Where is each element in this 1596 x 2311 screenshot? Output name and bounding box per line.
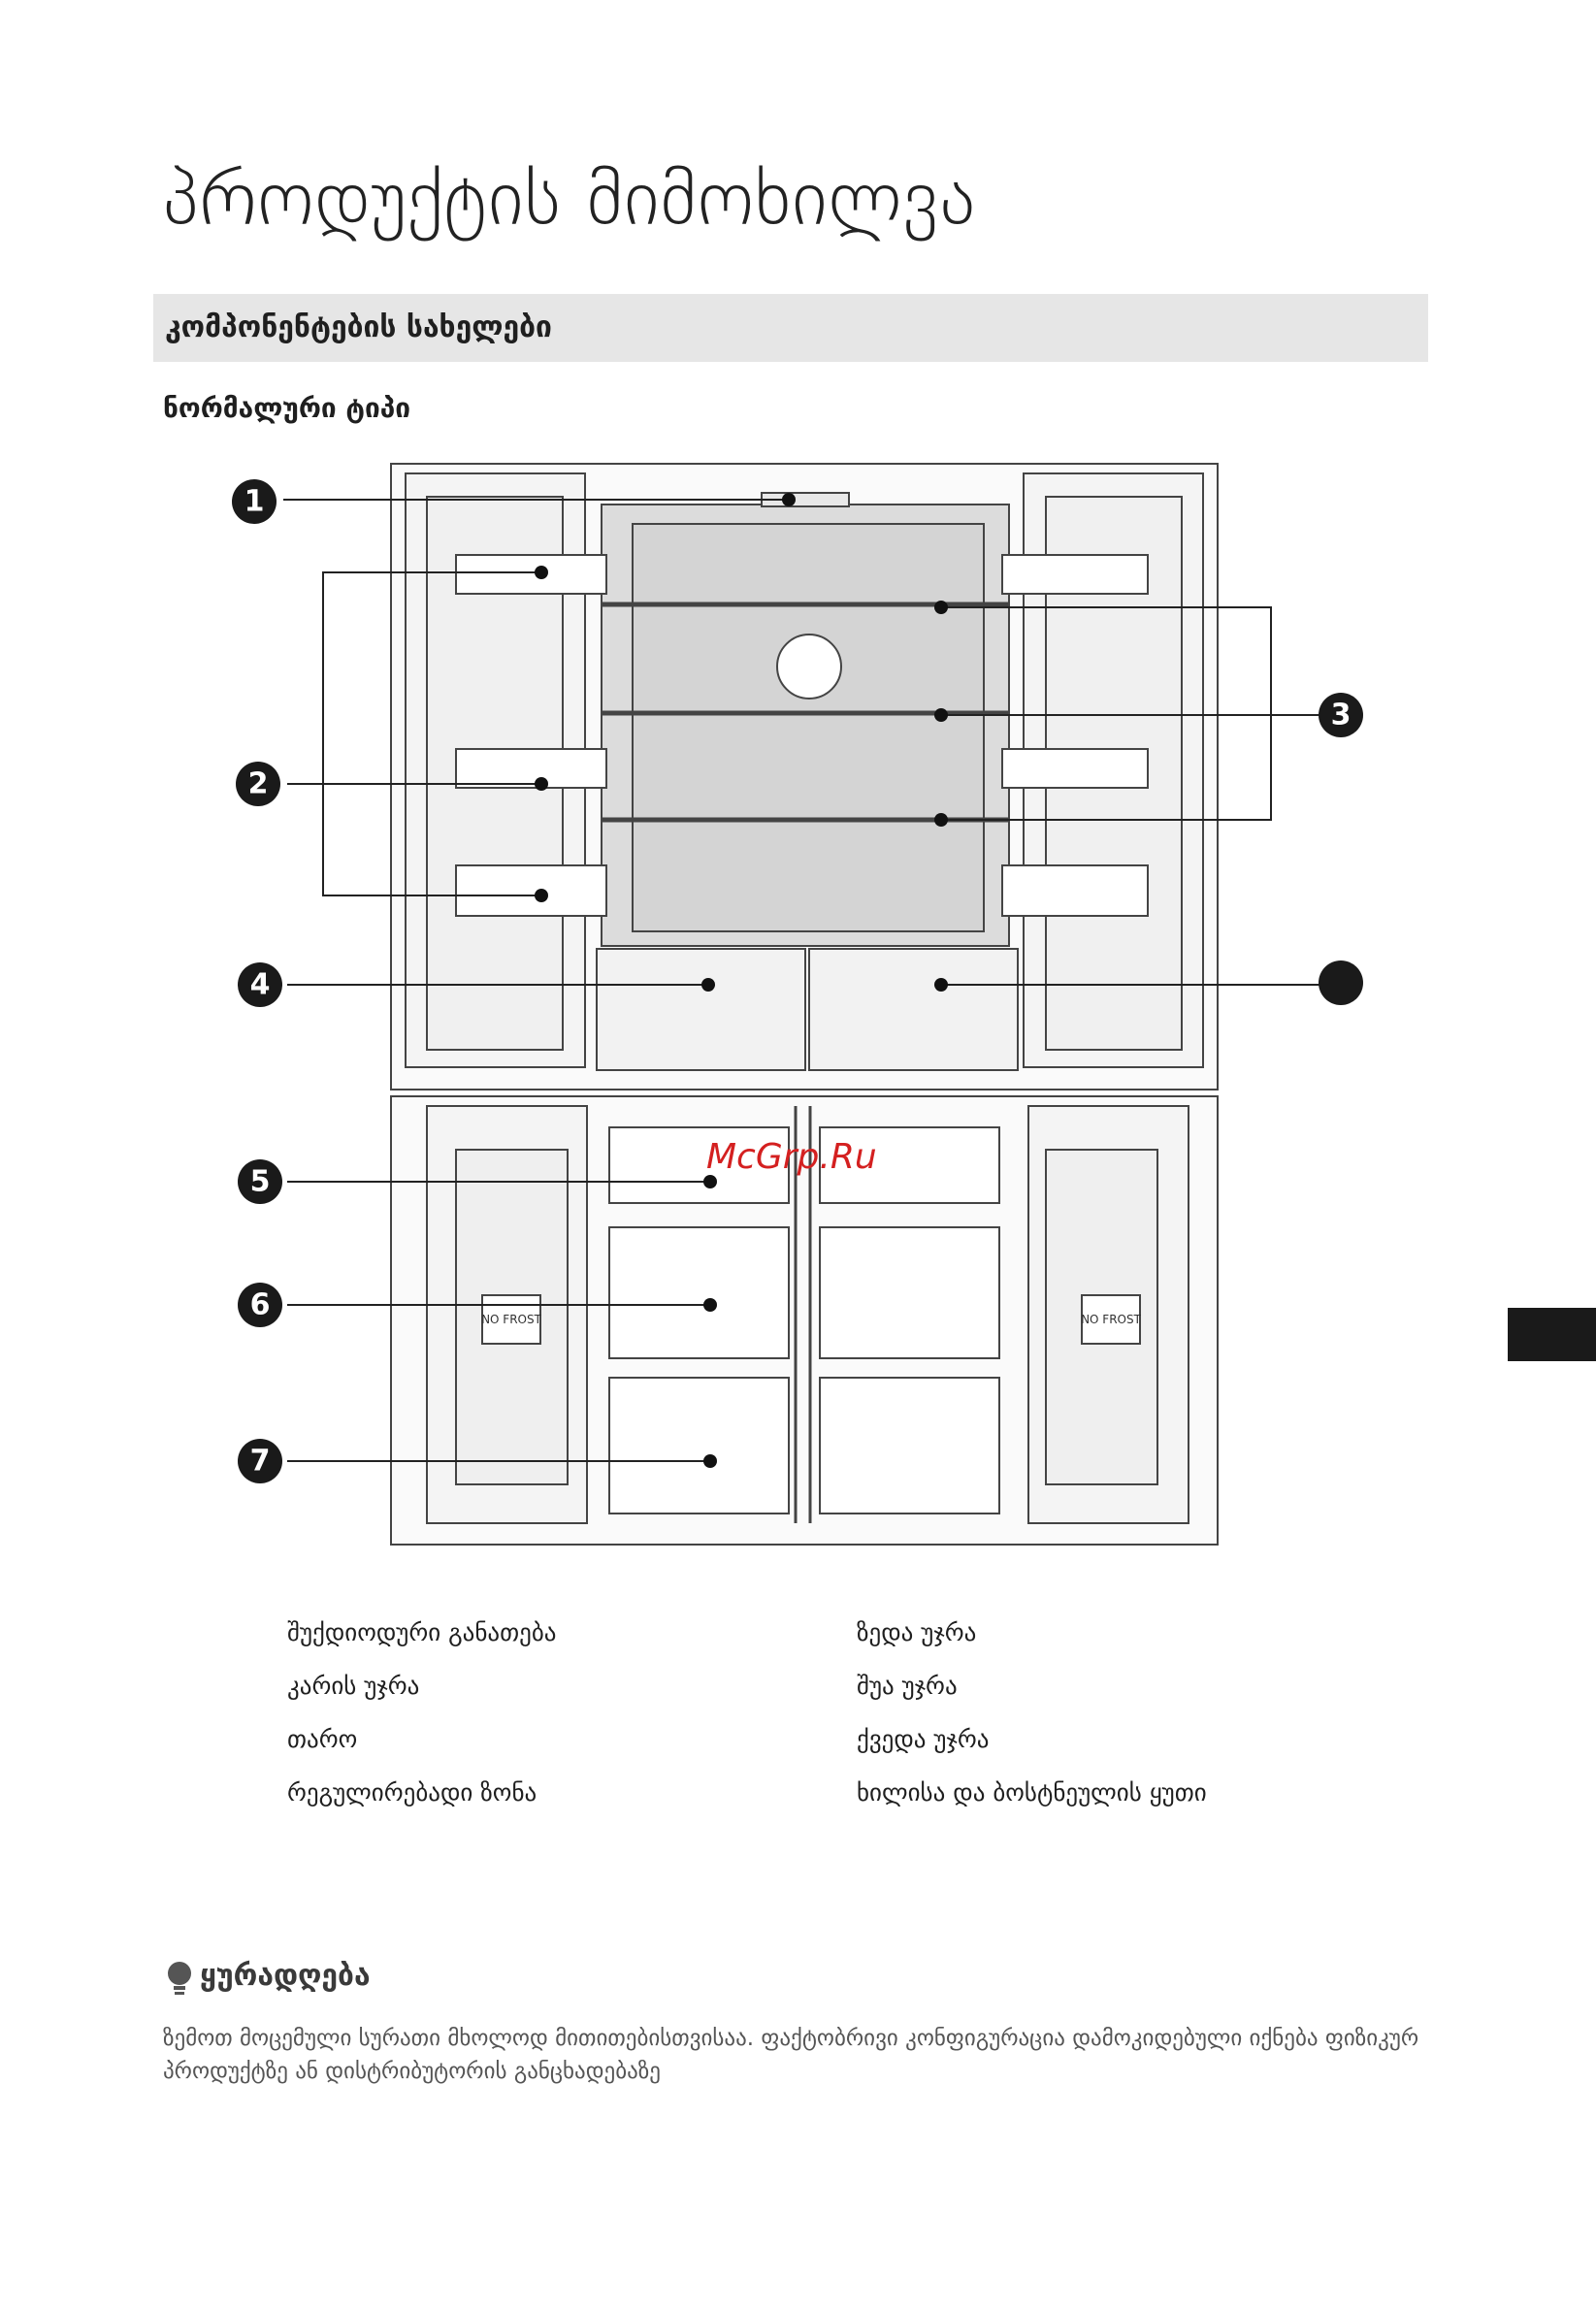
dot-zone-right: [934, 978, 948, 992]
legend-right-2: შუა უჯრა: [857, 1672, 958, 1700]
dot-door-bin-mid: [535, 777, 548, 791]
dot-shelf-top: [934, 601, 948, 614]
callout-4: 4: [249, 967, 271, 1002]
dot-door-bin-bottom: [535, 889, 548, 902]
dot-top-drawer: [703, 1175, 717, 1188]
legend-right-4: ხილისა და ბოსტნეულის ყუთი: [857, 1778, 1207, 1806]
legend-left-1: შუქდიოდური განათება: [287, 1618, 557, 1646]
note-text: ზემოთ მოცემული სურათი მხოლოდ მითითებისთვისაა. ფაქტობრივი კონფიგურაცია დამოკიდებული იქნება ფიზიკურ პროდუქტზე ან დისტრიბუტორის განცხადებაზე: [163, 2026, 1419, 2084]
callout-7: 7: [249, 1444, 271, 1479]
legend-right-1: ზედა უჯრა: [857, 1618, 977, 1646]
callout-8-badge: [1319, 960, 1363, 1005]
dot-zone-left: [701, 978, 715, 992]
callout-1: 1: [244, 484, 265, 519]
side-tab-marker: [1508, 1308, 1596, 1361]
panel-label-right: NO FROST: [1081, 1313, 1141, 1326]
dot-door-bin-top: [535, 566, 548, 579]
note-title: ყურადღება: [200, 1959, 371, 1993]
legend-left-3: თარო: [287, 1725, 358, 1753]
callout-3: 3: [1330, 698, 1352, 732]
dot-shelf-mid: [934, 708, 948, 722]
lightbulb-icon: [165, 1960, 194, 1999]
fridge-drawing: [391, 464, 1218, 1545]
dot-middle-drawer: [703, 1298, 717, 1312]
legend-right-3: ქვედა უჯრა: [857, 1725, 990, 1753]
dot-led: [782, 493, 796, 506]
callout-2: 2: [247, 766, 269, 801]
watermark: McGrp.Ru: [706, 1137, 877, 1177]
panel-label-left: NO FROST: [481, 1313, 541, 1326]
subheading: ნორმალური ტიპი: [163, 392, 411, 424]
legend-left-2: კარის უჯრა: [287, 1672, 420, 1700]
section-title: კომპონენტების სახელები: [165, 310, 552, 344]
callout-6: 6: [249, 1287, 271, 1322]
dot-shelf-bottom: [934, 813, 948, 827]
callout-5: 5: [249, 1164, 271, 1199]
legend-left-4: რეგულირებადი ზონა: [287, 1778, 537, 1806]
page-title: პროდუქტის მიმოხილვა: [163, 155, 977, 243]
dot-bottom-drawer: [703, 1454, 717, 1468]
